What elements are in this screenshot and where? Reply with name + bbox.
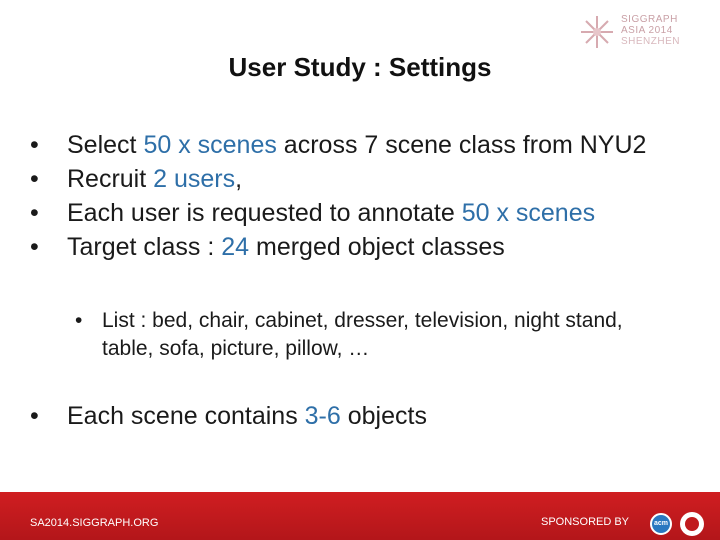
highlight-text: 2 users [153,165,236,193]
logo-line-3: SHENZHEN [621,36,681,47]
siggraph-logo-icon [680,512,704,536]
logo-line-1: SIGGRAPH [621,14,678,25]
footer-sponsor-label: SPONSORED BY [541,516,630,528]
bullet-item: • Each user is requested to annotate 50 x scenes [30,196,700,230]
flower-logo-icon [577,12,617,52]
highlight-text: 24 [221,233,250,261]
footer-bar [0,492,720,540]
highlight-text: 50 x scenes [143,131,277,159]
acm-logo-icon: acm [650,513,672,535]
bullet-item: • Target class : 24 merged object classes [30,230,700,264]
highlight-text: 50 x scenes [461,199,596,227]
bullet-item: • Recruit 2 users, [30,162,700,196]
slide-title: User Study : Settings [228,52,492,82]
logo-line-2: ASIA 2014 [621,25,673,36]
sub-bullet-list [75,307,675,363]
bullet-item: • Select 50 x scenes across 7 scene class from NYU2 [30,128,700,162]
bullet-list [30,128,700,264]
footer-url: SA2014.SIGGRAPH.ORG [30,517,159,529]
sub-bullet-item: • List : bed, chair, cabinet, dresser, television, night stand, table, sofa, picture, pillow, … [75,307,675,363]
highlight-text: 3-6 [304,402,341,430]
logo-text [621,14,680,47]
siggraph-asia-logo [577,12,689,52]
final-bullet-list [30,399,700,433]
bullet-item: • Each scene contains 3-6 objects [30,399,700,433]
